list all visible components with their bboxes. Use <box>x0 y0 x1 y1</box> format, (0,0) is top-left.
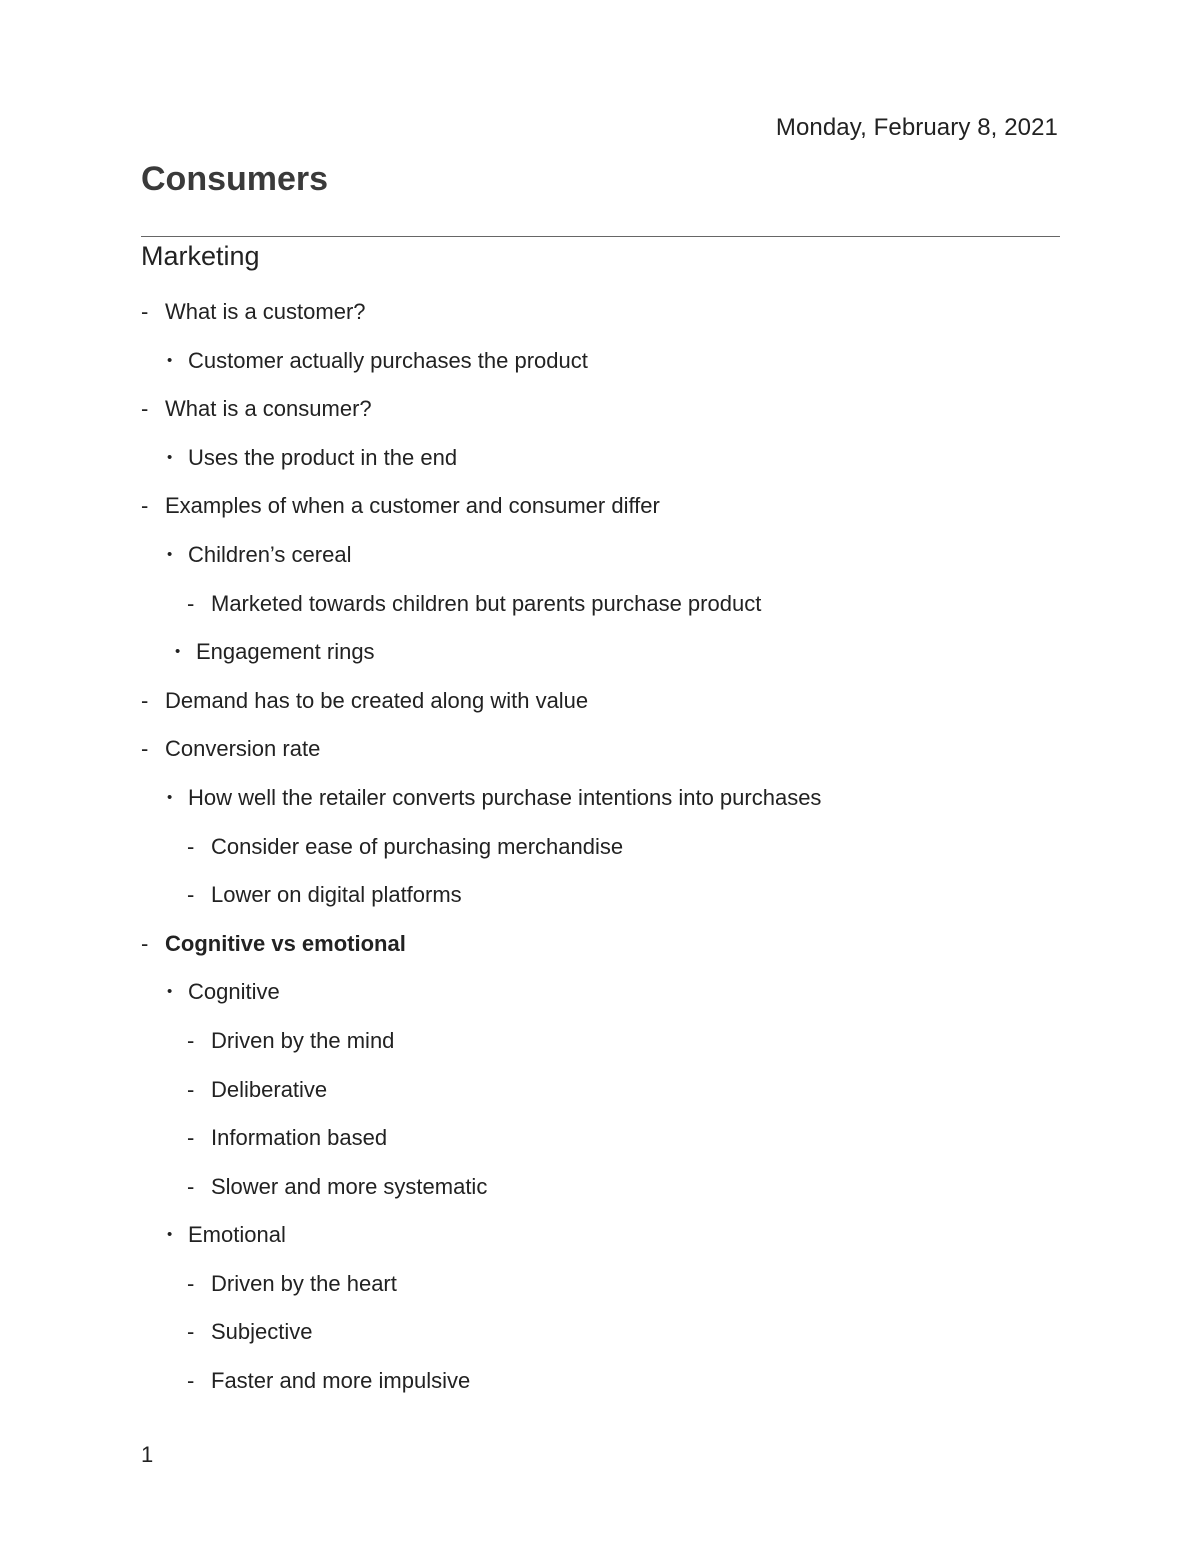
dash-marker: - <box>141 299 149 324</box>
section-heading: Marketing <box>141 241 260 271</box>
outline-item <box>141 484 1060 533</box>
bullet-marker: • <box>167 983 173 1001</box>
dash-marker: - <box>187 1368 195 1394</box>
outline-item <box>141 582 1060 631</box>
outline-text: Demand has to be created along with value <box>165 687 589 713</box>
outline-item <box>141 679 1060 728</box>
notes-outline <box>141 290 1060 1408</box>
dash-marker: - <box>187 833 195 859</box>
outline-text: Emotional <box>188 1222 286 1248</box>
outline-item <box>141 1310 1060 1359</box>
outline-item <box>141 339 1060 388</box>
bullet-marker: • <box>167 351 173 369</box>
outline-item <box>141 922 1060 971</box>
outline-item <box>141 1213 1060 1262</box>
outline-text: Examples of when a customer and consumer differ <box>165 493 660 519</box>
document-date: Monday, February 8, 2021 <box>775 114 1058 141</box>
outline-text: Cognitive vs emotional <box>165 930 406 956</box>
outline-item <box>141 873 1060 922</box>
outline-text: How well the retailer converts purchase intentions into purchases <box>188 784 822 810</box>
outline-text: Marketed towards children but parents purchase product <box>211 590 762 616</box>
outline-item <box>141 436 1060 485</box>
dash-marker: - <box>187 1173 195 1199</box>
outline-text: Information based <box>211 1125 388 1151</box>
dash-marker: - <box>141 687 149 713</box>
title-divider <box>141 236 1060 237</box>
outline-item <box>141 1165 1060 1214</box>
outline-text: Cognitive <box>188 979 280 1005</box>
outline-text: Lower on digital platforms <box>211 882 462 908</box>
dash-marker: - <box>141 736 149 762</box>
outline-item <box>141 727 1060 776</box>
outline-item <box>141 1262 1060 1311</box>
outline-text: Engagement rings <box>196 639 375 665</box>
bullet-marker: • <box>167 448 173 466</box>
outline-item <box>141 1019 1060 1068</box>
outline-text: Children’s cereal <box>188 541 352 567</box>
outline-text: Subjective <box>211 1319 313 1345</box>
dash-marker: - <box>187 1076 195 1102</box>
dash-marker: - <box>187 1270 195 1296</box>
outline-text: Conversion rate <box>165 736 321 762</box>
outline-item <box>141 825 1060 874</box>
outline-item <box>141 970 1060 1019</box>
dash-marker: - <box>187 882 195 908</box>
outline-item <box>141 1359 1060 1408</box>
outline-text: Slower and more systematic <box>211 1173 488 1199</box>
dash-marker: - <box>187 1319 195 1345</box>
outline-text: Faster and more impulsive <box>211 1368 471 1394</box>
outline-text: What is a customer? <box>165 299 366 324</box>
dash-marker: - <box>187 1125 195 1151</box>
outline-text: Driven by the heart <box>211 1270 397 1296</box>
dash-marker: - <box>141 493 149 519</box>
page-title: Consumers <box>141 160 329 198</box>
dash-marker: - <box>141 930 149 956</box>
bullet-marker: • <box>175 643 181 661</box>
bullet-marker: • <box>167 1226 173 1244</box>
outline-text: Consider ease of purchasing merchandise <box>211 833 624 859</box>
outline-item <box>141 1116 1060 1165</box>
outline-text: What is a consumer? <box>165 396 372 422</box>
outline-text: Uses the product in the end <box>188 444 458 470</box>
outline-text: Customer actually purchases the product <box>188 347 588 373</box>
outline-item <box>141 630 1060 679</box>
outline-item <box>141 387 1060 436</box>
outline-item <box>141 1068 1060 1117</box>
outline-item <box>141 290 1060 339</box>
bullet-marker: • <box>167 545 173 563</box>
outline-text: Deliberative <box>211 1076 328 1102</box>
dash-marker: - <box>187 590 195 616</box>
outline-item <box>141 776 1060 825</box>
dash-marker: - <box>187 1027 195 1053</box>
bullet-marker: • <box>167 788 173 806</box>
outline-text: Driven by the mind <box>211 1027 395 1053</box>
outline-item <box>141 533 1060 582</box>
dash-marker: - <box>141 396 149 422</box>
page-number: 1 <box>141 1442 154 1467</box>
